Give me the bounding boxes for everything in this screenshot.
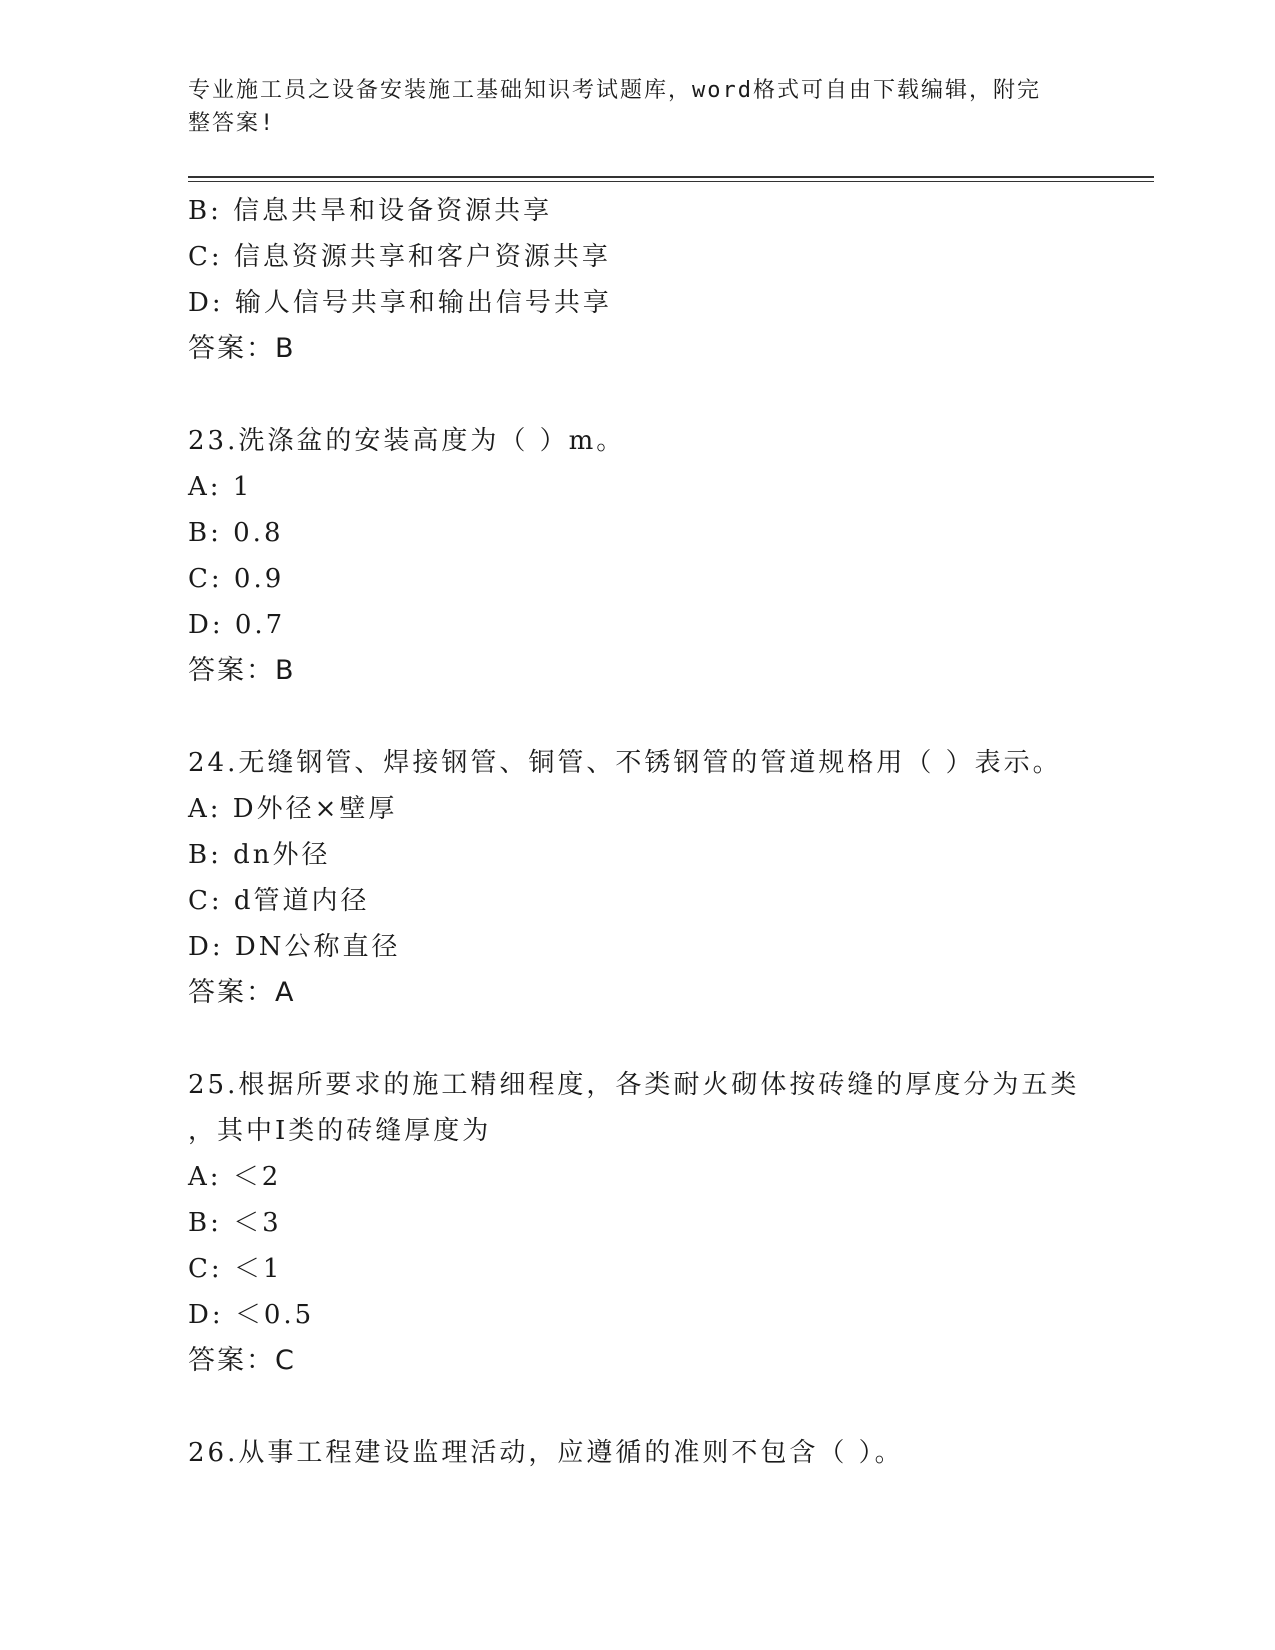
document-header (188, 74, 1088, 140)
option-c: C: d管道内径 (188, 886, 370, 916)
question-text-line-2: ，其中I类的砖缝厚度为 (188, 1116, 492, 1146)
header-divider-thick (188, 176, 1154, 178)
option-c: C: ＜1 (188, 1254, 283, 1284)
question-text: 26.从事工程建设监理活动，应遵循的准则不包含（ ）。 (188, 1438, 904, 1468)
answer-line: 答案：A (188, 977, 296, 1008)
option-a: A: 1 (188, 472, 253, 502)
question-block-23 (188, 418, 1148, 694)
option-b: B: 信息共旱和设备资源共享 (188, 196, 553, 226)
header-divider-thin (188, 181, 1154, 182)
option-d: D: DN公称直径 (188, 932, 401, 962)
option-d: D: 0.7 (188, 610, 286, 640)
block-spacer (188, 1384, 1148, 1430)
question-block-25 (188, 1062, 1148, 1384)
question-block-26 (188, 1430, 1148, 1476)
option-a: A: D外径×壁厚 (188, 794, 398, 824)
answer-line: 答案：C (188, 1345, 296, 1376)
question-block-24 (188, 740, 1148, 1016)
option-b: B: dn外径 (188, 840, 331, 870)
answer-line: 答案：B (188, 655, 296, 686)
option-a: A: ＜2 (188, 1162, 282, 1192)
header-line-1: 专业施工员之设备安装施工基础知识考试题库，word格式可自由下载编辑，附完 (188, 78, 1041, 103)
header-line-2: 整答案! (188, 111, 276, 136)
block-spacer (188, 1016, 1148, 1062)
option-b: B: 0.8 (188, 518, 284, 548)
option-c: C: 0.9 (188, 564, 285, 594)
answer-line: 答案：B (188, 333, 296, 364)
question-text: 23.洗涤盆的安装高度为（ ）m。 (188, 426, 626, 456)
question-text: 24.无缝钢管、焊接钢管、铜管、不锈钢管的管道规格用（ ）表示。 (188, 748, 1062, 778)
block-spacer (188, 372, 1148, 418)
question-list (188, 188, 1148, 1476)
option-b: B: ＜3 (188, 1208, 282, 1238)
option-d: D: ＜0.5 (188, 1300, 315, 1330)
block-spacer (188, 694, 1148, 740)
option-d: D: 输人信号共享和输出信号共享 (188, 288, 612, 318)
question-text-line-1: 25.根据所要求的施工精细程度，各类耐火砌体按砖缝的厚度分为五类 (188, 1070, 1080, 1100)
option-c: C: 信息资源共享和客户资源共享 (188, 242, 611, 272)
question-block-22 (188, 188, 1148, 372)
